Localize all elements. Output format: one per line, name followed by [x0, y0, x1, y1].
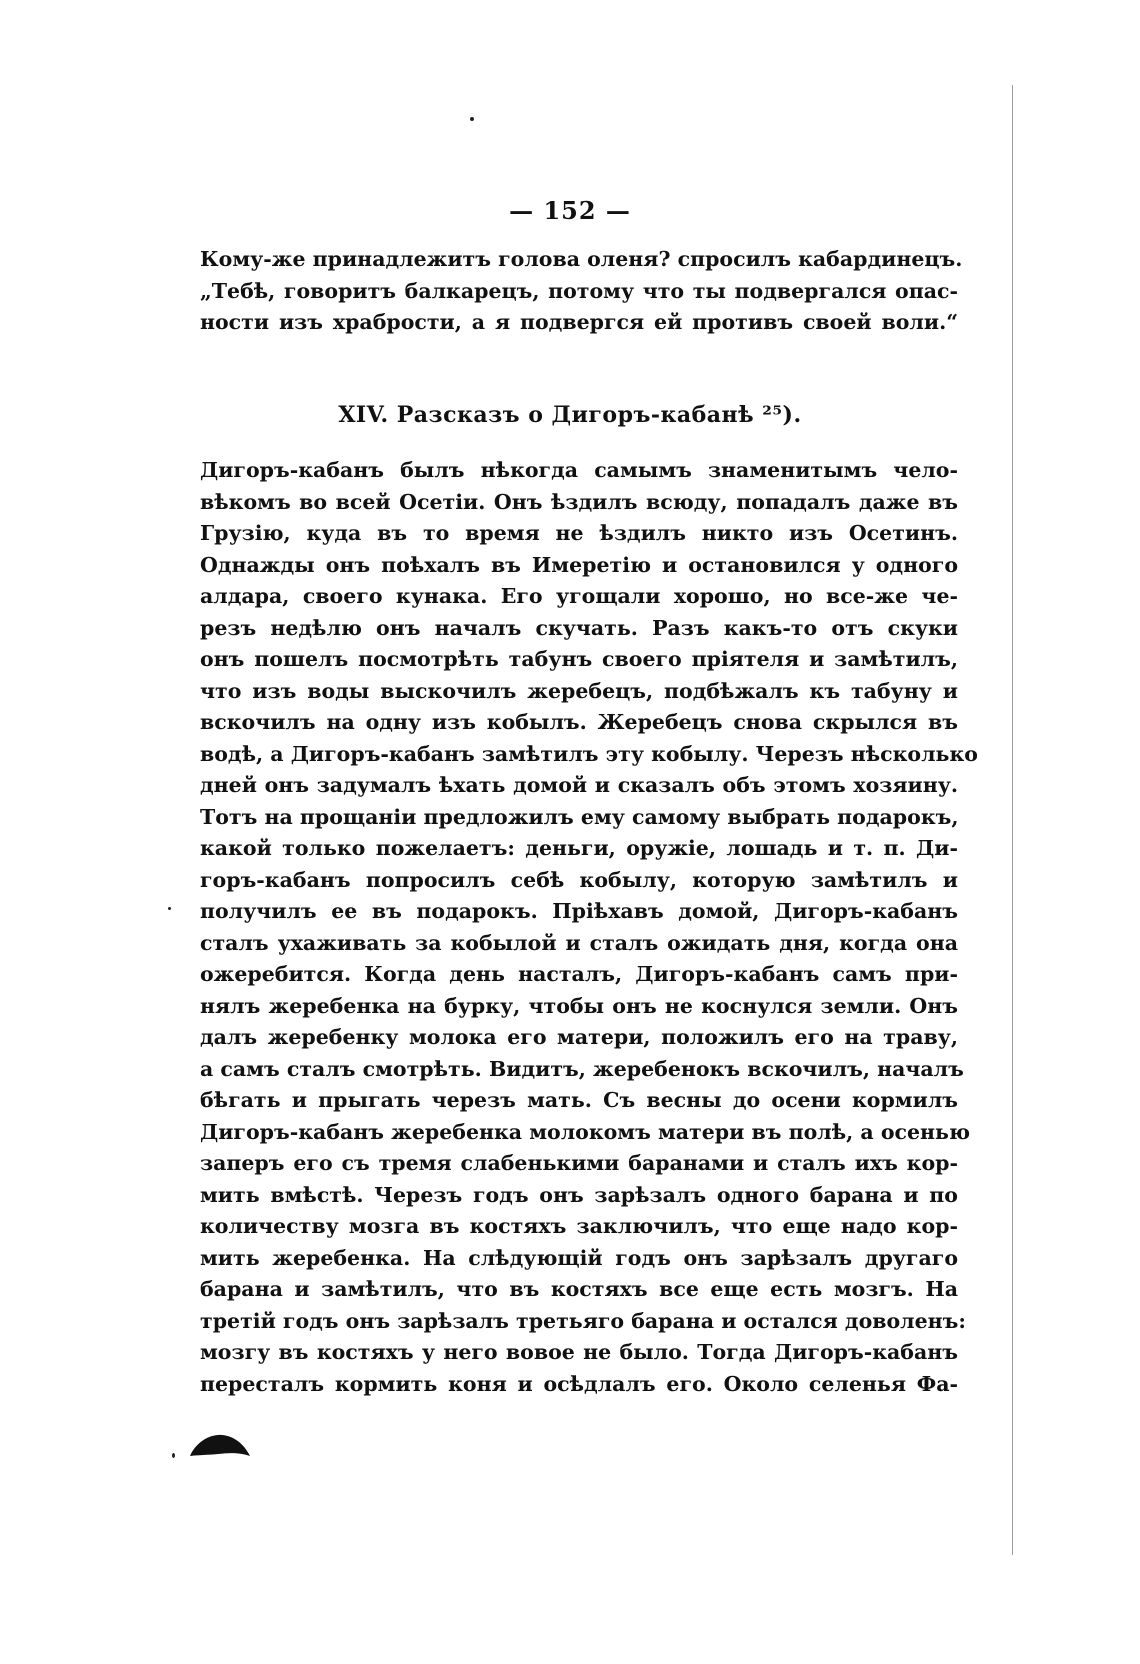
text-line: мозгу въ костяхъ у него вовое не было. Тогда Дигоръ-кабанъ [200, 1340, 958, 1364]
ink-blot-icon [188, 1432, 252, 1458]
text-line: барана и замѣтилъ, что въ костяхъ все еще есть мозгъ. На [200, 1277, 958, 1301]
text-line: мить вмѣстѣ. Черезъ годъ онъ зарѣзалъ одного барана и по [200, 1182, 958, 1207]
text-line: а самъ сталъ смотрѣть. Видитъ, жеребенокъ вскочилъ, началъ [200, 1056, 964, 1081]
text-line: Кому-же принадлежитъ голова оленя? спросилъ кабардинецъ. [200, 247, 963, 271]
text-line: вѣкомъ во всей Осетіи. Онъ ѣздилъ всюду, попадалъ даже въ [200, 489, 958, 514]
section-heading: XIV. Разсказъ о Дигоръ-кабанѣ ²⁵). [338, 402, 802, 428]
text-line: Однажды онъ поѣхалъ въ Имеретію и остановился у одного [200, 552, 958, 577]
text-line: третій годъ онъ зарѣзалъ третьяго барана и остался доволенъ: [200, 1308, 966, 1333]
text-line: дней онъ задумалъ ѣхать домой и сказалъ объ этомъ хозяину. [200, 773, 958, 797]
text-line: заперъ его съ тремя слабенькими баранами и сталъ ихъ кор- [200, 1151, 958, 1175]
ink-speck [470, 117, 474, 121]
text-line: сталъ ухаживать за кобылой и сталъ ожидать дня, когда она [200, 930, 958, 955]
text-line: вскочилъ на одну изъ кобылъ. Жеребецъ снова скрылся въ [200, 710, 958, 734]
page-number: — 152 — [509, 196, 631, 225]
text-line: бѣгать и прыгать черезъ мать. Съ весны до осени кормилъ [200, 1088, 958, 1112]
text-line: пересталъ кормить коня и осѣдлалъ его. Около селенья Фа- [200, 1371, 958, 1396]
text-line: ожеребится. Когда день насталъ, Дигоръ-кабанъ самъ при- [200, 962, 958, 986]
text-line: Грузію, куда въ то время не ѣздилъ никто изъ Осетинъ. [200, 521, 958, 545]
text-line: онъ пошелъ посмотрѣть табунъ своего пріятеля и замѣтилъ, [200, 647, 958, 671]
text-line: резъ недѣлю онъ началъ скучать. Разъ какъ-то отъ скуки [200, 615, 958, 640]
text-line: водѣ, а Дигоръ-кабанъ замѣтилъ эту кобылу. Черезъ нѣсколько [200, 741, 978, 766]
main-paragraph [200, 455, 978, 1400]
ink-speck [172, 1453, 175, 1458]
text-line: получилъ ее въ подарокъ. Пріѣхавъ домой, Дигоръ-кабанъ [200, 899, 958, 923]
text-line: что изъ воды выскочилъ жеребецъ, подбѣжалъ къ табуну и [200, 678, 958, 703]
text-line: ности изъ храбрости, а я подвергся ей противъ своей воли.“ [200, 310, 958, 334]
page-edge-line [1012, 85, 1013, 1555]
text-line: какой только пожелаетъ: деньги, оружіе, лошадь и т. п. Ди- [200, 836, 958, 860]
text-line: Дигоръ-кабанъ былъ нѣкогда самымъ знаменитымъ чело- [200, 458, 958, 482]
text-line: горъ-кабанъ попросилъ себѣ кобылу, которую замѣтилъ и [200, 867, 958, 892]
text-line: Дигоръ-кабанъ жеребенка молокомъ матери въ полѣ, а осенью [200, 1119, 970, 1144]
text-line: алдара, своего кунака. Его угощали хорошо, но все-же че- [200, 584, 958, 608]
top-paragraph [200, 244, 963, 339]
text-line: Тотъ на прощаніи предложилъ ему самому выбрать подарокъ, [200, 804, 959, 829]
text-line: нялъ жеребенка на бурку, чтобы онъ не коснулся земли. Онъ [200, 993, 958, 1018]
ink-speck [168, 907, 171, 910]
text-line: мить жеребенка. На слѣдующій годъ онъ зарѣзалъ другаго [200, 1245, 958, 1270]
text-line: количеству мозга въ костяхъ заключилъ, что еще надо кор- [200, 1214, 958, 1238]
text-line: „Тебѣ, говоритъ балкарецъ, потому что ты подвергался опас- [200, 278, 958, 303]
text-line: далъ жеребенку молока его матери, положилъ его на траву, [200, 1025, 958, 1049]
